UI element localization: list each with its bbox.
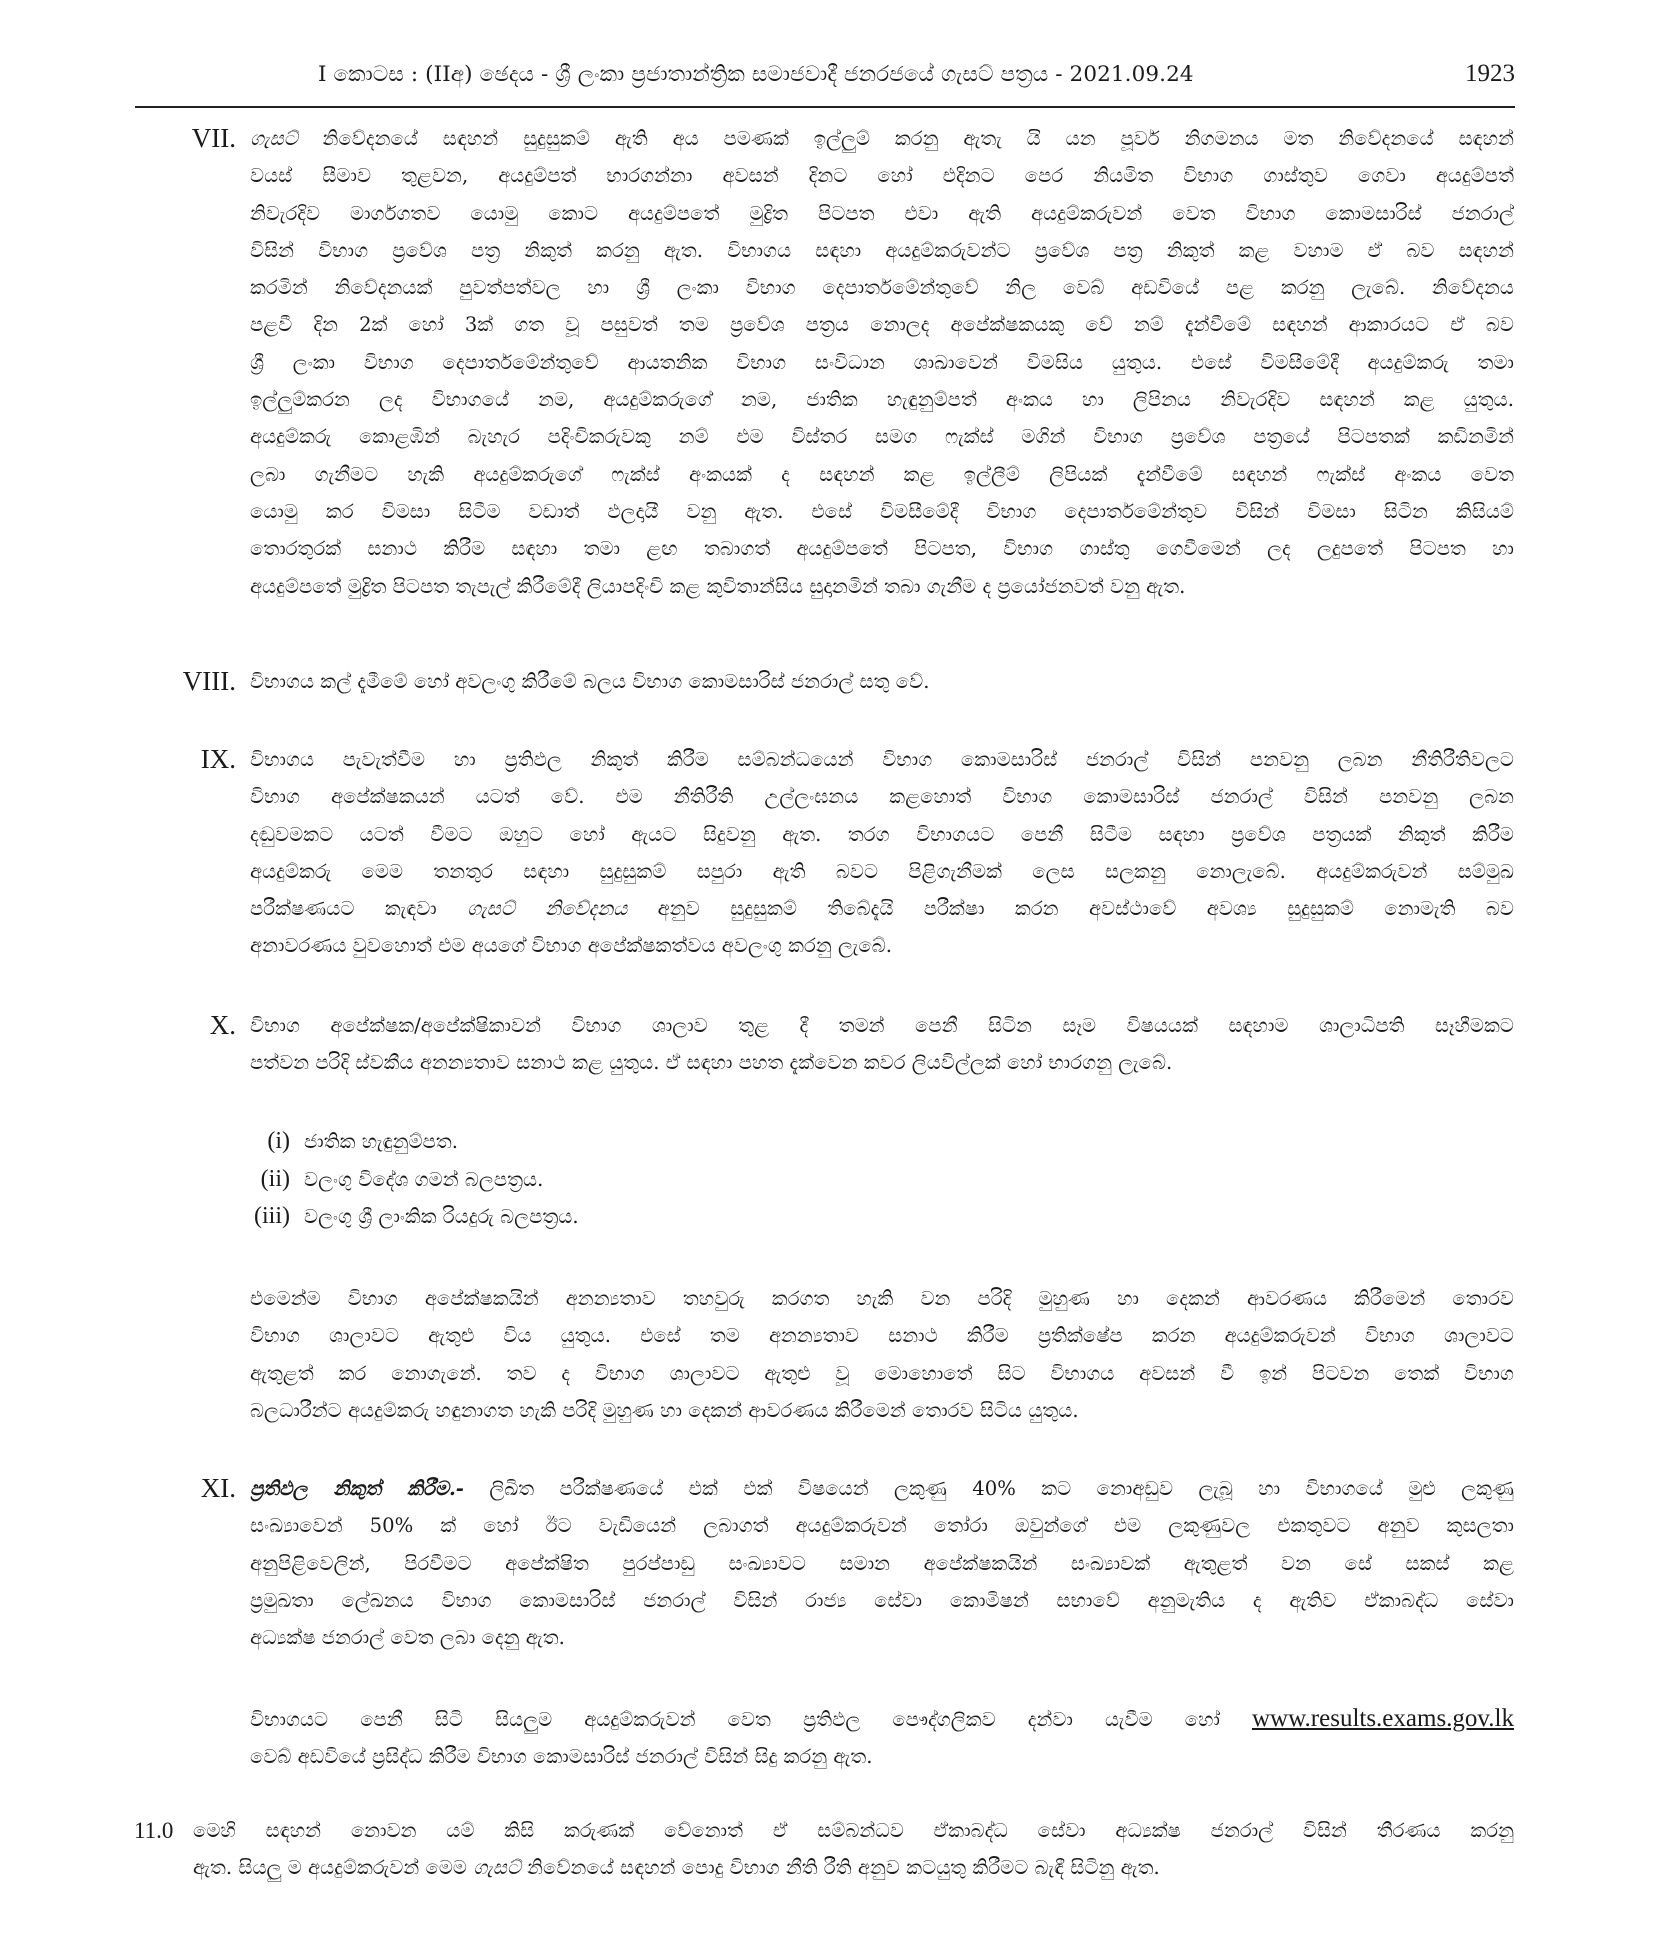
section-text bbox=[250, 1470, 1514, 1656]
list-number: (ii) bbox=[260, 1165, 290, 1192]
section-text bbox=[250, 663, 1514, 700]
page-number: 1923 bbox=[1465, 60, 1515, 87]
text-line: ශ්‍රී ලංකා විභාග දෙපාර්තමේන්තුවේ ආයතනික විභාග සංවිධාන ශාඛාවෙන් විමසිය යුතුය. එසේ විමසීමේදී අයදුම්කරු තමා bbox=[250, 350, 1514, 374]
text-line: වෙබ් අඩවියේ ප්‍රසිද්ධ කිරීම විභාග කොමසාරිස් ජනරාල් විසින් සිදු කරනු ඇත. bbox=[250, 1745, 873, 1769]
text-line: ඇත. සියලු ම අයදුම්කරුවන් මෙම ගැසට් නිවේනයේ සඳහන් පොදු විභාග නීති රීති අනුව කටයුතු කිරීමට බැඳී සිටිනු ඇත. bbox=[193, 1856, 1160, 1880]
section-number: X. bbox=[209, 1010, 236, 1040]
header-divider bbox=[135, 106, 1515, 108]
text-line: විභාග ශාලාවට ඇතුළු විය යුතුය. එසේ තම අනන්‍යතාව සනාථ කිරීම ප්‍රතික්ෂේප කරන අයදුම්කරුවන් විභාග ශාලාවට bbox=[250, 1324, 1514, 1348]
text-line: විභාග අපේක්ෂකයන් යටත් වේ. එම නීතිරීති උල්ලංඝනය කළහොත් විභාග කොමසාරිස් ජනරාල් විසින් පනවනු ලබන bbox=[250, 785, 1514, 809]
section-number: IX. bbox=[200, 744, 236, 774]
text-line: වයස් සීමාව තුළවන, අයදුම්පත් භාරගන්නා අවසන් දිනට හෝ එදිනට පෙර නියමිත විභාග ගාස්තුව ගෙවා අයදුම්පත් bbox=[250, 164, 1514, 188]
text-line: අනුපිළිවෙලින්, පිරවීමට අපේක්ෂිත පුරප්පාඩු සංඛ්‍යාවට සමාන අපේක්ෂකයින් සංඛ්‍යාවක් ඇතුළත් වන සේ සකස් කළ bbox=[250, 1551, 1514, 1575]
italic-term: ගැසට් bbox=[250, 127, 298, 150]
text-line: විභාගය පැවැත්වීම හා ප්‍රතිඵල නිකුත් කිරීම සම්බන්ධයෙන් විභාග කොමසාරිස් ජනරාල් විසින් පනවනු ලබන නීතිරීතිවලට bbox=[250, 748, 1514, 771]
page-header bbox=[135, 58, 1515, 98]
text-line: අනාවරණය වුවහොත් එම අයගේ විභාග අපේක්ෂකත්වය අවලංගු කරනු ලැබේ. bbox=[250, 934, 892, 958]
list-text: වලංගු ශ්‍රී ලාංකික රියදුරු බලපත්‍රය. bbox=[304, 1205, 579, 1228]
text-line: තොරතුරක් සනාථ කිරීම සඳහා තමා ළඟ තබාගත් අයදුම්පතේ පිටපත, විභාග ගාස්තු ගෙවීමෙන් ලද ලදුපතේ පිටපත හා bbox=[250, 537, 1514, 561]
text-line: නිවැරදිව මාර්ගගතව යොමු කොට අයදුම්පතේ මුද්‍රිත පිටපත එවා ඇති අයදුම්කරුවන් වෙත විභාග කොමසාරිස් ජනරාල් bbox=[250, 201, 1514, 225]
section-text bbox=[250, 1007, 1514, 1082]
text-line: විභාගයට පෙනී සිටි සියලුම අයදුම්කරුවන් වෙත ප්‍රතිඵල පෞද්ගලිකව දන්වා යැවීම හෝ www.results.exams.gov.lk bbox=[250, 1705, 1514, 1732]
italic-term: ගැසට් නිවේදනය bbox=[467, 897, 628, 921]
section-number: VIII. bbox=[182, 666, 236, 696]
text-line: ඇතුළත් කර නොගැනේ. තව ද විභාග ශාලාවට ඇතුළු වූ මොහොතේ සිට විභාගය අවසන් වී ඉන් පිටවන තෙක් විභාග bbox=[250, 1361, 1514, 1385]
text-line: ගැසට් නිවේදනයේ සඳහන් සුදුසුකම් ඇති අය පමණක් ඉල්ලුම් කරනු ඇතැ යි යන පූර්ව නිගමනය මත නිවේදනයේ සඳහන් bbox=[250, 127, 1514, 150]
section-number: VII. bbox=[191, 123, 236, 153]
list-number: (iii) bbox=[254, 1203, 290, 1229]
text-line: ඉල්ලුම්කරන ලද විභාගයේ නම, අයදුම්කරුගේ නම, ජාතික හැඳුනුම්පත් අංකය හා ලිපිනය නිවැරදිව සඳහන් කළ යුතුය. bbox=[250, 388, 1514, 412]
text-line: ප්‍රමුඛතා ලේඛනය විභාග කොමසාරිස් ජනරාල් විසින් රාජ්‍ය සේවා කොමිෂන් සභාවේ අනුමැතිය ද ඇතිව ඒකාබද්ධ සේවා bbox=[250, 1588, 1514, 1612]
section-text bbox=[250, 741, 1514, 965]
text-line: අධ්‍යක්ෂ ජනරාල් වෙත ලබා දෙනු ඇත. bbox=[250, 1626, 565, 1650]
list-text: ජාතික හැඳුනුම්පත. bbox=[304, 1130, 459, 1153]
results-website-link[interactable]: www.results.exams.gov.lk bbox=[1252, 1705, 1514, 1732]
identity-paragraph bbox=[250, 1280, 1514, 1429]
text-line: බලධාරීන්ට අයදුම්කරු හඳුනාගත හැකි පරිදි මුහුණ හා දෙකන් ආවරණය කිරීමෙන් තොරව සිටිය යුතුය. bbox=[250, 1398, 1079, 1422]
section-heading: ප්‍රතිඵල නිකුත් කිරීම.- bbox=[250, 1477, 464, 1500]
text-line: එමෙන්ම විභාග අපේක්ෂකයින් අනන්‍යතාව තහවුරු කරගත හැකි වන පරිදි මුහුණ හා දෙකන් ආවරණය කිරීමෙන් තොරව bbox=[250, 1287, 1514, 1310]
text-line: ප්‍රතිඵල නිකුත් කිරීම.- ලිඛිත පරීක්ෂණයේ එක් එක් විෂයෙන් ලකුණු 40% කට නොඅඩුව ලැබූ හා විභාගයේ මුළු ලකුණු bbox=[250, 1477, 1514, 1500]
section-number: XI. bbox=[200, 1473, 236, 1503]
text-line: අයදුම්කරු කොළඹින් බැහැර පදිංචිකරුවකු නම් එම විස්තර සමග ෆැක්ස් මගින් විභාග ප්‍රවේශ පත්‍රයේ පිටපතක් කඩිනමින් bbox=[250, 425, 1514, 449]
text-line: විභාගය කල් දැමීමේ හෝ අවලංගු කිරීමේ බලය විභාග කොමසාරිස් ජනරාල් සතු වේ. bbox=[250, 670, 930, 693]
text-line: විභාග අපේක්ෂක/අපේක්ෂිකාවන් විභාග ශාලාව තුළ දී තමන් පෙනී සිටින සෑම විෂයයක් සඳහාම ශාලාධිපති සෑහීමකට bbox=[250, 1014, 1514, 1037]
section-text bbox=[193, 1812, 1514, 1887]
text-line: අයදුම්පතේ මුද්‍රිත පිටපත තැපැල් කිරීමේදී ලියාපදිංචි කළ කුවිතාන්සිය සුදානමින් තබා ගැනීම ද ප්‍රයෝජනවත් වනු ඇත. bbox=[250, 574, 1186, 598]
header-title: I කොටස : (IIඅ) ඡෙදය - ශ්‍රී ලංකා ප්‍රජාතාන්ත්‍රික සමාජවාදී ජනරජයේ ගැසට් පත්‍රය - 2021.09.24 bbox=[318, 62, 1194, 87]
italic-term: ගැසට් bbox=[473, 1856, 521, 1880]
text-line: සංඛ්‍යාවෙන් 50% ක් හෝ ඊට වැඩියෙන් ලබාගත් අයදුම්කරුවන් තෝරා ඔවුන්ගේ එම ලකුණුවල එකතුවට අනුව කුසලතා bbox=[250, 1514, 1514, 1538]
text-line: මෙහි සඳහන් නොවන යම් කිසි කරුණක් වේනොත් ඒ සම්බන්ධව ඒකාබද්ධ සේවා අධ්‍යක්ෂ ජනරාල් විසින් තීරණය කරනු bbox=[193, 1819, 1514, 1842]
text-line: ලබා ගැනීමට හැකි අයදුම්කරුගේ ෆැක්ස් අංකයක් ද සඳහන් කළ ඉල්ලීම් ලිපියක් දැන්වීමේ සඳහන් ෆැක්ස් අංකය වෙත bbox=[250, 462, 1514, 486]
list-number: (i) bbox=[267, 1128, 290, 1154]
text-line: දඬුවමකට යටත් වීමට ඔහුට හෝ ඇයට සිදුවනු ඇත. තරග විභාගයට පෙනී සිටීම සඳහා ප්‍රවේශ පත්‍රයක් නිකුත් කිරීම bbox=[250, 822, 1514, 846]
text-line: කරමින් නිවේදනයක් පුවත්පත්වල හා ශ්‍රී ලංකා විභාග දෙපාර්තමේන්තුවේ නිල වෙබ් අඩවියේ පළ කරනු ලැබේ. නිවේදනය bbox=[250, 276, 1514, 300]
section-number: 11.0 bbox=[134, 1818, 174, 1843]
text-line: අයදුම්කරු මෙම තනතුර සඳහා සුදුසුකම් සපුරා ඇති බවට පිළිගැනීමක් ලෙස සලකනු නොලැබේ. අයදුම්කරුවන් සම්මුඛ bbox=[250, 859, 1514, 883]
section-text bbox=[250, 120, 1514, 605]
results-paragraph bbox=[250, 1700, 1514, 1776]
text-line: පත්වන පරිදි ස්වකීය අනන්‍යතාව සනාථ කළ යුතුය. ඒ සඳහා පහත දැක්වෙන කවර ලියවිල්ලක් හෝ භාරගනු ලැබේ. bbox=[250, 1051, 1173, 1075]
text-line: යොමු කර විමසා සිටීම වඩාත් ඵලදායී වනු ඇත. එසේ විමසීමේදී විභාග දෙපාර්තමේන්තුව විසින් විමසා සිටින කිසියම් bbox=[250, 499, 1514, 523]
text-line: විසින් විභාග ප්‍රවේශ පත්‍ර නිකුත් කරනු ඇත. විභාගය සඳහා අයදුම්කරුවන්ට ප්‍රවේශ පත්‍ර නිකුත් කළ වහාම ඒ බව සඳහන් bbox=[250, 238, 1514, 262]
text-line: පරීක්ෂණයට කැඳවා ගැසට් නිවේදනය අනුව සුදුසුකම් තිබේදැයි පරීක්ෂා කරන අවස්ථාවේ අවශ්‍ය සුදුසුකම් නොමැති බව bbox=[250, 897, 1514, 921]
list-text: වලංගු විදේශ ගමන් බලපත්‍රය. bbox=[304, 1167, 544, 1191]
text-line: පළවී දින 2ක් හෝ 3ක් ගත වූ පසුවත් තම ප්‍රවේශ පත්‍රය නොලද අපේක්ෂකයකු වේ නම් දැන්වීමේ සඳහන් ආකාරයට ඒ බව bbox=[250, 313, 1514, 337]
